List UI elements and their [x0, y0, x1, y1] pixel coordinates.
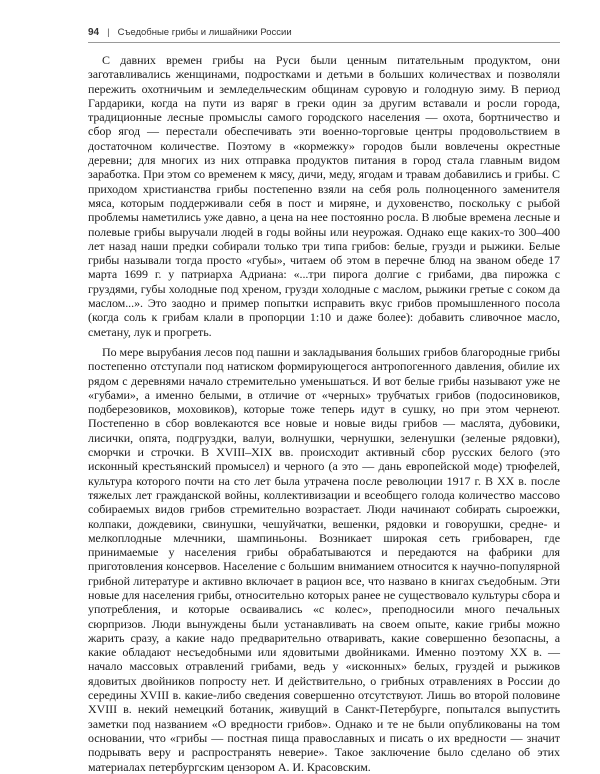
paragraph-2: По мере вырубания лесов под пашни и закладывания больших грибов благородные грибы постепенно отступали под натиском формирующегося антропогенного давления, обилие их рядом с деревнями начало стремительно уменьшаться. И вот белые грибы называют уже не «губами», а именно белыми, в отличие от «черных» трубчатых грибов (подосиновиков, подберезовиков, моховиков), которые тоже теперь идут в сушку, но при этом чернеют. Постепенно в сбор вовлекаются все новые и новые виды грибов — маслята, дубовики, лисички, опята, подгруздки, валуи, волнушки, чернушки, зеленушки (зеленые рядовки), сморчки и строчки. В XVIII–XIX вв. происходит активный сбор русских белого (это исконный крестьянский промысел) и черного (а это — дань европейской моде) трюфелей, культура которого почти на сто лет была утрачена после революции 1917 г. В XX в. после тяжелых лет гражданской войны, коллективизации и всеобщего голода количество массово собираемых видов грибов стремительно возрастает. Люди начинают собирать сыроежки, колпаки, дождевики, свинушки, чешуйчатки, вешенки, рядовки и говорушки, средне- и мелкоплодные млечники, шампиньоны. Возникает широкая сеть грибоварен, где принимаемые у населения грибы обрабатываются и передаются на фабрики для приготовления консервов. Население с большим вниманием относится к научно-популярной грибной литературе и активно включает в рацион все, что названо в книгах съедобным. Эти новые для населения грибы, относительно которых ранее не существовало культуры сбора и употребления, и которые осваивались «с колес», преподносили много печальных сюрпризов. Люди вынуждены были устанавливать на своем опыте, какие грибы можно жарить сразу, а какие надо предварительно отваривать, какие совершенно безопасны, а какие обладают несъедобными или ядовитыми двойниками. Именно поэтому XX в. — начало массовых отравлений грибами, ведь у «исконных» белых, груздей и рыжиков ядовитых двойников попросту нет. И действительно, о грибных отравлениях в России до середины XVIII в. какие-либо сведения совершенно отсутствуют. Лишь во второй половине XVIII в. некий немецкий ботаник, живущий в Санкт-Петербурге, попытался выпустить заметки под названием «О вредности грибов». Однако и те не были опубликованы на том основании, что «грибы — постная пища православных и писать о их вредности — значит подрывать веру и распространять неверие». Такое заключение было сделано об этих материалах петербургским цензором А. И. Красовским.	[88, 344, 560, 774]
body-text	[88, 53, 560, 774]
header-separator: |	[107, 26, 110, 38]
running-title: Съедобные грибы и лишайники России	[117, 26, 292, 38]
header-rule	[88, 42, 560, 43]
page-number: 94	[88, 26, 100, 38]
paragraph-1: С давних времен грибы на Руси были ценным питательным продуктом, они заготавливались женщинами, подростками и детьми в больших количествах и позволяли пережить охотничьим и земледельческим общинам суровую и голодную зиму. В период Гардарики, когда на пути из варяг в греки один за другим вставали и росли города, традиционные лесные промыслы самого городского населения — охота, бортничество и сбор ягод — перестали обеспечивать эти военно-торговые центры продовольствием в достаточном количестве. Поэтому в «кормежку» городов были вовлечены окрестные деревни; для многих из них отправка продуктов питания в город стала главным видом заработка. При этом со временем к мясу, дичи, меду, ягодам и травам добавились и грибы. С приходом христианства грибы постепенно взяли на себя роль полноценного заменителя мяса, которым поддерживали себя в пост и миряне, и духовенство, поскольку с рыбой проблемы наметились уже давно, а цена на нее постоянно росла. В любые времена лесные и полевые грибы выручали людей в годы войны или неурожая. Однако еще каких-то 300–400 лет назад наши предки собирали только три типа грибов: белые, грузди и рыжики. Белые грибы называли тогда просто «губы», читаем об этом в перечне блюд на званом обеде 17 марта 1699 г. у патриарха Адриана: «...три пирога долгие с грибами, два пирожка с груздями, губы холодные под хреном, грузди холодные с маслом, рыжики гретые с соком да маслом...». Это заодно и пример попытки исправить вкус грибов промышленного посола (когда соль к грибам клали в пропорции 1:10 и даже более): добавить сливочное масло, сметану, лук и прогреть.	[88, 53, 560, 339]
running-header	[88, 25, 560, 39]
